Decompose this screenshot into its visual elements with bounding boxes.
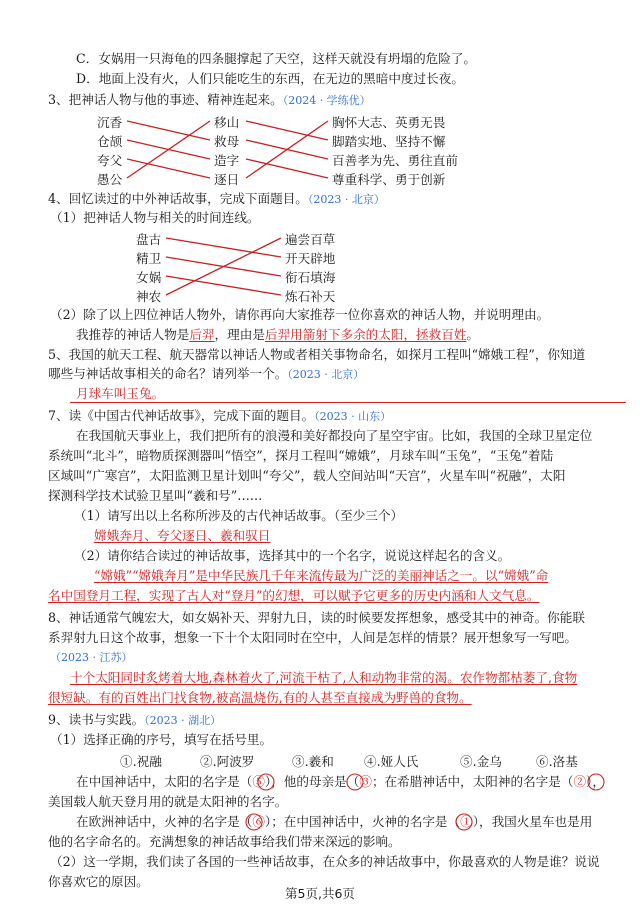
q5-answer: 月球车叫玉兔。 — [76, 386, 165, 401]
q3-deed: 造字 — [214, 153, 240, 168]
q9-sub2-line1: （2）这一学期，我们读了各国的一些神话故事，在众多的神话故事中，你最喜欢的人物是谁？说说 — [50, 854, 600, 869]
q9-choice: ⑥.洛基 — [536, 754, 578, 769]
q3-stem: 3、把神话人物与他的事迹、精神连起来。（2024 · 学练优） — [48, 92, 371, 107]
match-line — [127, 159, 210, 178]
q8-line2: 系羿射九日这个故事，想象一下十个太阳同时在空中，人间是怎样的情景？展开想象写一写吧。 — [48, 630, 577, 645]
q4-sub1: （1）把神话人物与相关的时间连线。 — [50, 210, 260, 225]
q7-answer2-line2: 名中国登月工程，实现了古人对“登月”的幻想，可以赋予它更多的历史内涵和人文气息。 — [48, 588, 540, 603]
q3-spirit: 胸怀大志、英勇无畏 — [332, 115, 446, 130]
q8-tag: （2023 · 江苏） — [50, 651, 133, 664]
q3-person: 仓颉 — [97, 134, 123, 149]
q7-answer1: 嫦娥奔月、夸父逐日、羲和驭日 — [94, 528, 271, 543]
q4-person: 神农 — [136, 289, 162, 304]
q9-sub2-line2: 你喜欢它的原因。 — [48, 874, 149, 889]
match-line — [127, 121, 210, 140]
q3-spirit: 百善孝为先、勇往直前 — [332, 153, 458, 168]
q4-person: 精卫 — [136, 251, 162, 266]
q4-person: 盘古 — [136, 232, 162, 247]
answer-circle — [588, 774, 604, 790]
q9-sentence2: 在欧洲神话中，火神的名字是（⑥）；在中国神话中，火神的名字是（①），我国火星车也是用 — [76, 814, 593, 829]
q5-line1: 5、我国的航天工程、航天器常以神话人物或者相关事物命名，如探月工程叫“嫦娥工程”，你知道 — [48, 347, 586, 362]
match-line — [246, 121, 328, 178]
q4-stem: 4、回忆读过的中外神话故事，完成下面题目。（2023 · 北京） — [48, 191, 385, 206]
q3-deed: 救母 — [214, 134, 240, 149]
q9-choice: ⑤.金乌 — [460, 754, 502, 769]
q4-deed: 开天辟地 — [285, 251, 336, 266]
q3-spirit: 尊重科学、勇于创新 — [332, 172, 446, 187]
match-line — [166, 238, 281, 257]
option-d: D．地面上没有火，人们只能吃生的东西，在无边的黑暗中度过长夜。 — [76, 71, 464, 86]
q9-stem: 9、读书与实践。（2023 · 湖北） — [48, 712, 222, 727]
q9-sentence2-cont: 他的名字命名的。充满想象的神话故事给我们带来深远的影响。 — [48, 834, 401, 849]
match-line — [246, 121, 328, 140]
q9-sentence1-cont: 美国载人航天登月用的就是太阳神的名字。 — [48, 794, 288, 809]
q3-deed: 逐日 — [214, 172, 240, 187]
match-line — [127, 121, 210, 178]
q8-answer-line2: 很短缺。有的百姓出门找食物,被高温烧伤,有的人甚至直接成为野兽的食物。 — [48, 690, 472, 705]
answer-circle — [258, 774, 274, 790]
q4-sub2: （2）除了以上四位神话人物外，请你再向大家推荐一位你喜欢的神话人物，并说明理由。 — [50, 307, 550, 322]
match-line — [246, 159, 328, 178]
q7-para: 系统叫“北斗”，暗物质探测器叫“悟空”，探月工程叫“嫦娥”，月球车叫“玉兔”，“玉兔”着陆 — [48, 448, 554, 463]
q3-person: 夸父 — [97, 153, 123, 168]
q8-line1: 8、神话通常气魄宏大，如女娲补天、羿射九日，读的时候要发挥想象，感受其中的神奇。你能联 — [48, 610, 585, 625]
q7-para: 在我国航天事业上，我们把所有的浪漫和美好都投向了星空宇宙。比如，我国的全球卫星定位 — [76, 428, 593, 443]
q7-sub2: （2）请你结合读过的神话故事，选择其中的一个名字，说说这样起名的含义。 — [74, 548, 511, 563]
q4-deed: 炼石补天 — [285, 289, 336, 304]
q9-choice: ②.阿波罗 — [200, 754, 255, 769]
answer-circle — [456, 814, 472, 830]
q3-spirit: 脚踏实地、坚持不懈 — [332, 134, 446, 149]
q3-deed: 移山 — [214, 115, 240, 130]
q7-sub1: （1）请写出以上名称所涉及的古代神话故事。（至少三个） — [74, 508, 404, 523]
q9-choice: ④.娅人氏 — [364, 754, 419, 769]
page-footer: 第5页,共6页 — [285, 886, 355, 901]
q3-person: 沉香 — [97, 115, 123, 130]
q3-person: 愚公 — [97, 172, 123, 187]
option-c: C．女娲用一只海龟的四条腿撑起了天空，这样天就没有坍塌的危险了。 — [76, 51, 477, 66]
q9-choice: ①.祝融 — [120, 754, 162, 769]
answer-circle — [246, 814, 262, 830]
match-line — [166, 276, 281, 295]
q7-stem: 7、读《中国古代神话故事》，完成下面的题目。（2023 · 山东） — [48, 408, 392, 423]
q4-deed: 衔石填海 — [285, 270, 336, 285]
answer-circle — [347, 774, 363, 790]
match-line — [166, 238, 281, 295]
q4-answer: 我推荐的神话人物是后羿，理由是后羿用箭射下多余的太阳，拯救百姓。 — [76, 327, 479, 342]
q9-choice: ③.羲和 — [292, 754, 334, 769]
q5-line2: 哪些与神话故事相关的命名？请列举一个。（2023 · 北京） — [48, 366, 365, 381]
q9-sub1: （1）选择正确的序号，填写在括号里。 — [50, 732, 273, 747]
q4-deed: 遍尝百草 — [285, 232, 336, 247]
q8-answer-line1: 十个太阳同时炙烤着大地,森林着火了,河流干枯了,人和动物非常的渴。农作物都枯萎了,食物 — [70, 670, 578, 685]
q7-para: 探测科学技术试验卫星叫“羲和号”…… — [48, 488, 263, 503]
q9-sentence1: 在中国神话中，太阳的名字是（⑤），他的母亲是（③；在希腊神话中，太阳神的名字是（②）， — [76, 774, 605, 789]
q4-person: 女娲 — [136, 270, 162, 285]
q7-answer2-line1: “嫦娥”“嫦娥奔月”是中华民族几千年来流传最为广泛的美丽神话之一。以“嫦娥”命 — [94, 568, 549, 583]
q7-para: 区域叫“广寒宫”，太阳监测卫星计划叫“夸父”，载人空间站叫“天宫”，火星车叫“祝融”，太阳 — [48, 468, 566, 483]
